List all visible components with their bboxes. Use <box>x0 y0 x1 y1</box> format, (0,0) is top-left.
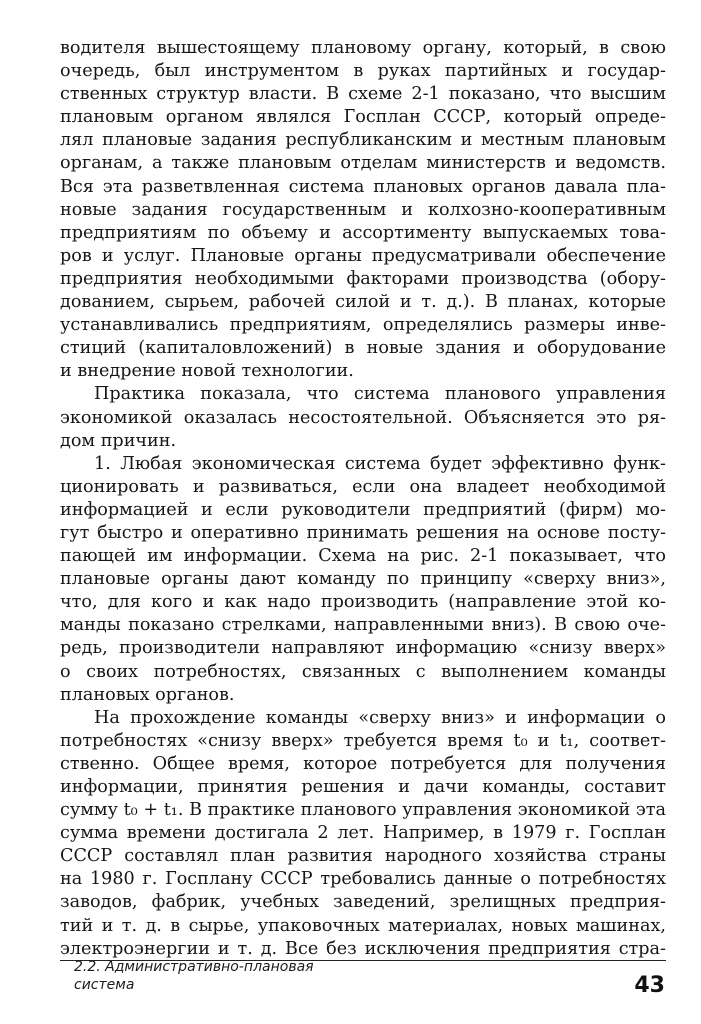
page-number: 43 <box>634 973 665 998</box>
text-line: о своих потребностях, связанных с выполнением команды <box>60 661 666 682</box>
text-line: плановые органы дают команду по принципу «сверху вниз», <box>60 569 666 590</box>
text-line: плановых органов. <box>60 684 235 705</box>
text-line: ственных структур власти. В схеме 2-1 показано, что высшим <box>60 84 666 105</box>
text-line: пающей им информации. Схема на рис. 2-1 показывает, что <box>60 546 666 567</box>
text-line: стиций (капиталовложений) в новые здания и оборудование <box>60 338 666 359</box>
text-line: Вся эта разветвленная система плановых органов давала пла- <box>60 176 666 197</box>
text-line: и внедрение новой технологии. <box>60 361 354 382</box>
text-line: на 1980 г. Госплану СССР требовались данные о потребностях <box>60 869 666 890</box>
text-line: что, для кого и как надо производить (направление этой ко- <box>60 592 666 613</box>
text-line: ственно. Общее время, которое потребуется для получения <box>60 753 666 774</box>
text-line: лял плановые задания республиканским и местным плановым <box>60 130 666 151</box>
text-line: предприятия необходимыми факторами производства (обору- <box>60 268 666 289</box>
text-line: водителя вышестоящему плановому органу, который, в свою <box>60 38 666 58</box>
text-line: сумма времени достигала 2 лет. Например, в 1979 г. Госплан <box>60 823 666 844</box>
running-footer <box>74 958 314 994</box>
text-line: электроэнергии и т. д. Все без исключения предприятия стра- <box>60 938 666 959</box>
text-line: редь, производители направляют информацию «снизу вверх» <box>60 638 666 659</box>
text-line: потребностях «снизу вверх» требуется время t₀ и t₁, соответ- <box>60 730 666 751</box>
text-line: заводов, фабрик, учебных заведений, зрелищных предприя- <box>60 892 666 913</box>
text-line: плановым органом являлся Госплан СССР, который опреде- <box>60 107 666 128</box>
text-line: дом причин. <box>60 430 177 451</box>
text-line: информации, принятия решения и дачи команды, составит <box>60 777 666 797</box>
text-line: ционировать и развиваться, если она владеет необходимой <box>60 476 666 497</box>
text-line: органам, а также плановым отделам министерств и ведомств. <box>60 153 666 174</box>
text-line: информацией и если руководители предприятий (фирм) мо- <box>60 499 666 520</box>
text-line: экономикой оказалась несостоятельной. Объясняется это ря- <box>60 407 666 428</box>
text-line: гут быстро и оперативно принимать решения на основе посту- <box>60 522 666 543</box>
text-line: устанавливались предприятиям, определялись размеры инве- <box>60 315 666 336</box>
text-line: очередь, был инструментом в руках партийных и государ- <box>60 61 666 82</box>
text-line: новые задания государственным и колхозно-кооперативным <box>60 199 666 220</box>
text-line: тий и т. д. в сырье, упаковочных материалах, новых машинах, <box>60 915 666 936</box>
text-line: дованием, сырьем, рабочей силой и т. д.). В планах, которые <box>60 292 666 313</box>
paragraph-start: 1. Любая экономическая система будет эффективно функ- <box>94 453 666 474</box>
text-line: предприятиям по объему и ассортименту выпускаемых това- <box>60 222 666 243</box>
section-title: 2.2. Административно-плановая <box>74 959 314 975</box>
paragraph-start: На прохождение команды «сверху вниз» и информации о <box>94 707 666 728</box>
text-line: СССР составлял план развития народного хозяйства страны <box>60 846 666 867</box>
paragraph-start: Практика показала, что система планового управления <box>94 384 666 405</box>
text-line: манды показано стрелками, направленными вниз). В свою оче- <box>60 615 666 636</box>
text-line: сумму t₀ + t₁. В практике планового управления экономикой эта <box>60 800 666 821</box>
body-text <box>60 37 666 961</box>
section-title-continued: система <box>74 977 135 993</box>
text-line: ров и услуг. Плановые органы предусматривали обеспечение <box>60 245 666 266</box>
